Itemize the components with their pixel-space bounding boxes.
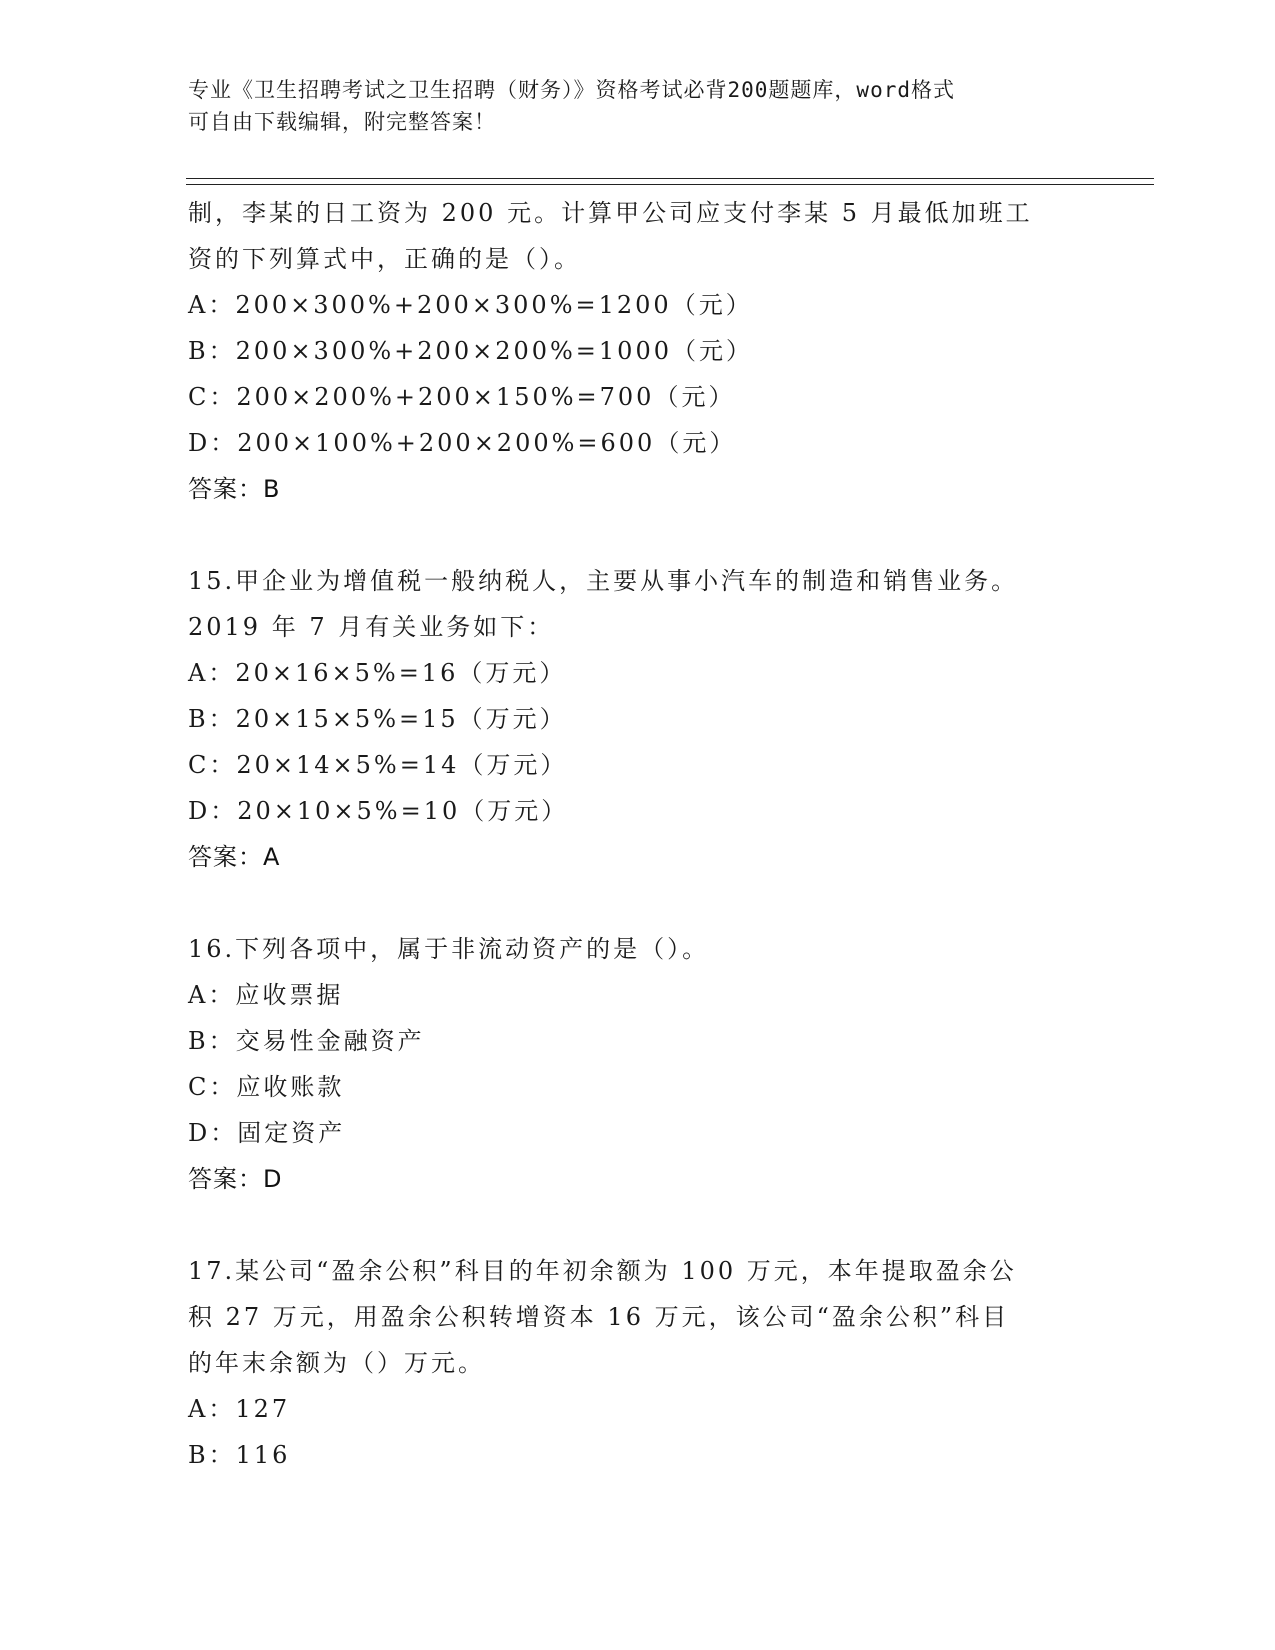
option-a: A：应收票据 xyxy=(188,981,344,1009)
question-stem-line: 17.某公司“盈余公积”科目的年初余额为 100 万元，本年提取盈余公 xyxy=(188,1257,1017,1285)
option-c: C：20×14×5%=14（万元） xyxy=(188,751,568,779)
question-stem-line: 2019 年 7 月有关业务如下： xyxy=(188,613,555,641)
question-14 xyxy=(188,190,1088,512)
question-stem-line: 的年末余额为（）万元。 xyxy=(188,1349,485,1377)
spacer xyxy=(188,1202,1088,1248)
option-d: D：固定资产 xyxy=(188,1119,346,1147)
option-d: D：200×100%+200×200%=600（元） xyxy=(188,429,737,457)
answer-line: 答案：D xyxy=(188,1165,283,1193)
spacer xyxy=(188,512,1088,558)
answer-line: 答案：B xyxy=(188,475,281,503)
option-d: D：20×10×5%=10（万元） xyxy=(188,797,569,825)
option-b: B：200×300%+200×200%=1000（元） xyxy=(188,337,753,365)
option-c: C：应收账款 xyxy=(188,1073,345,1101)
option-a: A：200×300%+200×300%=1200（元） xyxy=(188,291,753,319)
option-c: C：200×200%+200×150%=700（元） xyxy=(188,383,736,411)
question-16 xyxy=(188,926,1088,1202)
question-stem-line: 资的下列算式中，正确的是（）。 xyxy=(188,245,581,273)
option-b: B：116 xyxy=(188,1441,291,1469)
option-a: A：127 xyxy=(188,1395,291,1423)
header-title-line-1: 专业《卫生招聘考试之卫生招聘（财务）》资格考试必背200题题库，word格式 xyxy=(188,78,955,102)
question-stem-line: 16.下列各项中，属于非流动资产的是（）。 xyxy=(188,935,710,963)
question-15 xyxy=(188,558,1088,880)
header-divider-top xyxy=(186,178,1154,179)
spacer xyxy=(188,880,1088,926)
question-stem-line: 15.甲企业为增值税一般纳税人，主要从事小汽车的制造和销售业务。 xyxy=(188,567,1019,595)
question-content xyxy=(188,190,1088,1478)
answer-line: 答案：A xyxy=(188,843,281,871)
question-17 xyxy=(188,1248,1088,1478)
option-a: A：20×16×5%=16（万元） xyxy=(188,659,567,687)
option-b: B：20×15×5%=15（万元） xyxy=(188,705,567,733)
header-divider-bottom xyxy=(186,184,1154,185)
document-header xyxy=(188,74,1068,138)
option-b: B：交易性金融资产 xyxy=(188,1027,425,1055)
question-stem-line: 积 27 万元，用盈余公积转增资本 16 万元，该公司“盈余公积”科目 xyxy=(188,1303,1010,1331)
question-stem-line: 制，李某的日工资为 200 元。计算甲公司应支付李某 5 月最低加班工 xyxy=(188,199,1033,227)
header-title-line-2: 可自由下载编辑，附完整答案！ xyxy=(188,110,496,134)
